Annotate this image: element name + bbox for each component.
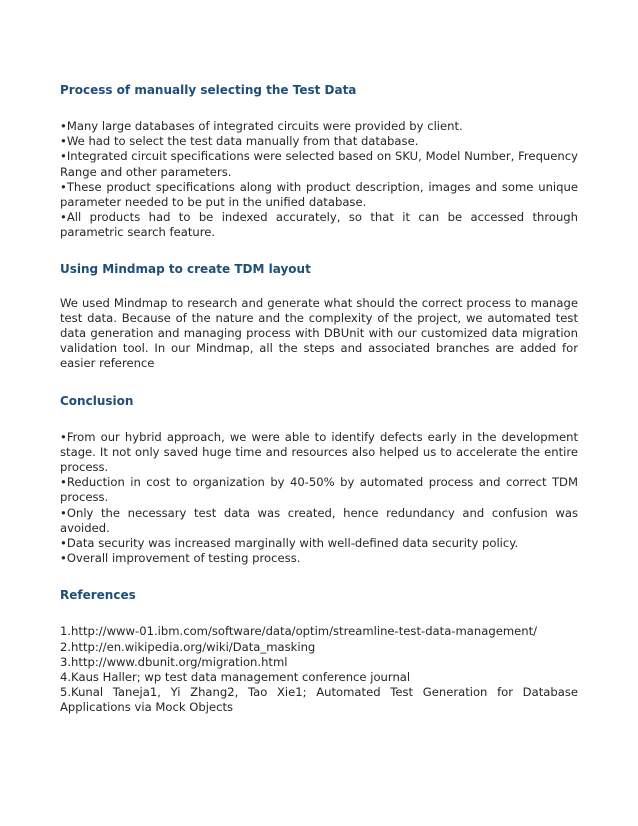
list-item (60, 210, 578, 240)
references-list (60, 624, 578, 715)
reference-item: 2.http://en.wikipedia.org/wiki/Data_masking (60, 639, 316, 654)
bullet-marker: • (60, 429, 67, 444)
list-item-text: Reduction in cost to organization by 40-50% by automated process and correct TDM process. (60, 475, 578, 505)
list-item (60, 475, 578, 505)
list-item-text: From our hybrid approach, we were able to identify defects early in the development stage. It not only saved huge time and resources also helped us to accelerate the entire process. (60, 429, 578, 475)
list-item-text: All products had to be indexed accurately, so that it can be accessed through parametric search feature. (60, 210, 578, 240)
section-heading-conclusion: Conclusion (60, 393, 134, 408)
reference-item: 4.Kaus Haller; wp test data management conference journal (60, 670, 411, 685)
list-item-text: Integrated circuit specifications were selected based on SKU, Model Number, Frequency Range and other parameters. (60, 149, 578, 179)
mindmap-paragraph: We used Mindmap to research and generate what should the correct process to manage test data. Because of the nature and the complexity of the project, we automated test data generation and managing process with DBUnit with our customized data migration validation tool. In our Mindmap, all the steps and associated branches are added for easier reference (60, 295, 578, 371)
reference-item: 1.http://www-01.ibm.com/software/data/optim/streamline-test-data-management/ (60, 624, 538, 639)
list-item (60, 430, 578, 476)
list-item (60, 536, 578, 551)
reference-item: 3.http://www.dbunit.org/migration.html (60, 654, 288, 669)
list-item-text: Overall improvement of testing process. (66, 551, 301, 566)
bullet-marker: • (60, 551, 67, 566)
list-item (60, 551, 578, 566)
bullet-marker: • (60, 134, 67, 149)
list-item-text: We had to select the test data manually from that database. (66, 134, 419, 149)
conclusion-bullet-list (60, 430, 578, 567)
list-item-text: Many large databases of integrated circuits were provided by client. (66, 119, 463, 133)
list-item-text: Data security was increased marginally with well-defined data security policy. (66, 536, 519, 551)
bullet-marker: • (60, 179, 67, 194)
bullet-marker: • (60, 475, 67, 490)
document-page (60, 80, 578, 716)
list-item-text: These product specifications along with product description, images and some unique parameter needed to be put in the unified database. (60, 179, 578, 210)
section-heading-mindmap: Using Mindmap to create TDM layout (60, 261, 311, 276)
section-heading-manual-selection: Process of manually selecting the Test Data (60, 83, 357, 97)
list-item (60, 134, 578, 149)
bullet-marker: • (60, 536, 67, 551)
bullet-marker: • (60, 119, 67, 133)
section-heading-references: References (60, 588, 136, 603)
bullet-marker: • (60, 210, 67, 225)
manual-selection-bullet-list (60, 119, 578, 241)
reference-item: 5.Kunal Taneja1, Yi Zhang2, Tao Xie1; Automated Test Generation for Database Applications via Mock Objects (60, 685, 578, 715)
list-item (60, 119, 578, 134)
list-item (60, 180, 578, 210)
list-item-text: Only the necessary test data was created, hence redundancy and confusion was avoided. (60, 505, 578, 535)
list-item (60, 149, 578, 179)
list-item (60, 506, 578, 536)
bullet-marker: • (60, 149, 67, 164)
bullet-marker: • (60, 505, 67, 520)
